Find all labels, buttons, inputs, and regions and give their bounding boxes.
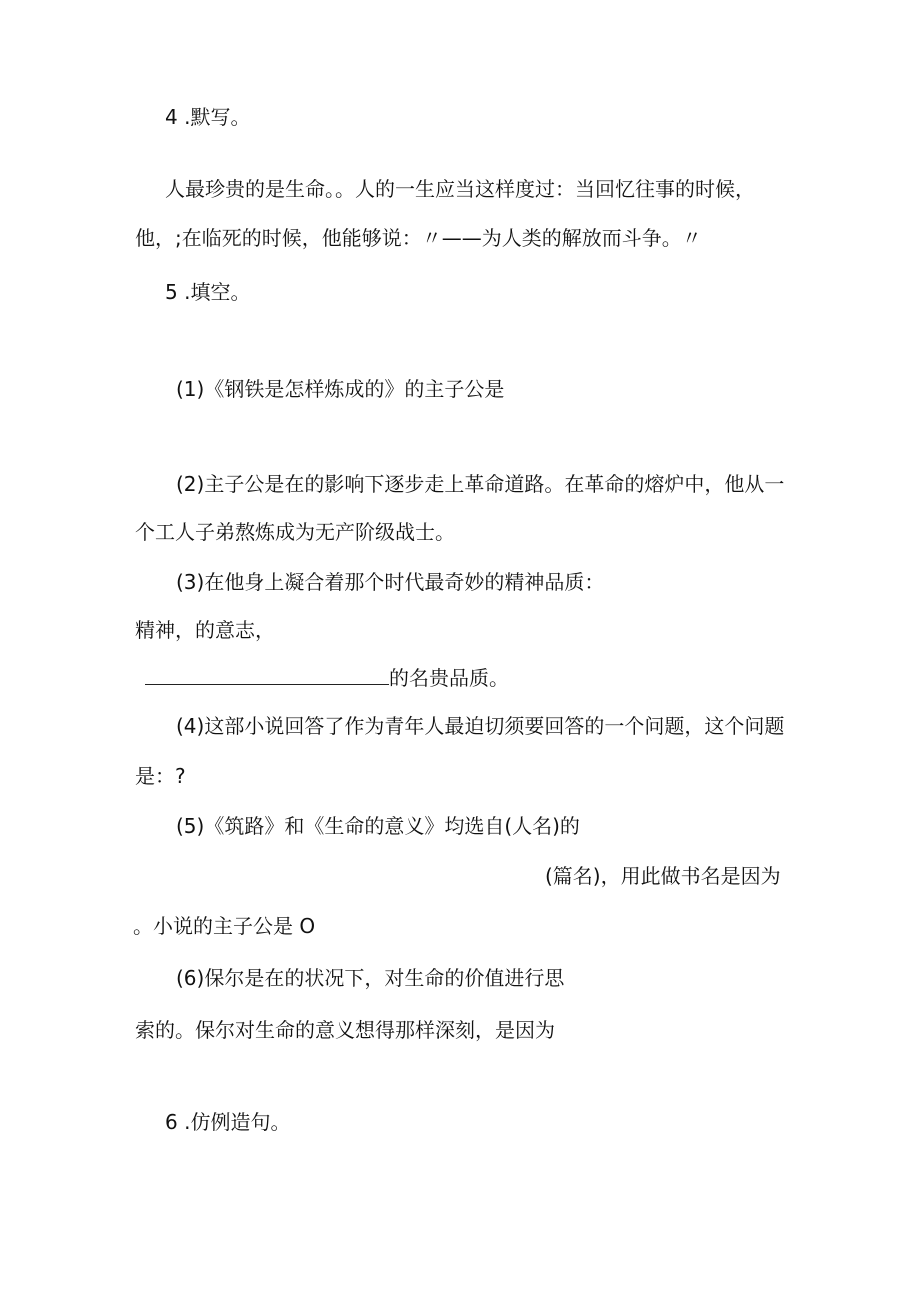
question-4-text-line-1: 人最珍贵的是生命。。人的一生应当这样度过：当回忆往事的时候，	[165, 177, 755, 201]
question-5-item-2-line-1: (2)主子公是在的影响下逐步走上革命道路。在革命的熔炉中，他从一	[176, 472, 785, 496]
question-5-item-5-line-2: (篇名)，用此做书名是因为	[545, 864, 781, 888]
question-5-item-5-line-1: (5)《筑路》和《生命的意义》均选自(人名)的	[176, 814, 580, 838]
question-5-item-1: (1)《钢铁是怎样炼成的》的主子公是	[176, 377, 505, 401]
question-5-item-2-line-2: 个工人子弟熬炼成为无产阶级战士。	[135, 520, 455, 544]
question-5-item-6-line-2: 索的。保尔对生命的意义想得那样深刻，是因为	[135, 1018, 555, 1042]
answer-blank-line[interactable]	[145, 666, 389, 685]
question-4-text-line-2: 他，;在临死的时候，他能够说：〃——为人类的解放而斗争。〃	[135, 226, 702, 250]
question-5-item-3-line-1: (3)在他身上凝合着那个时代最奇妙的精神品质：	[176, 570, 605, 594]
question-5-item-3-line-3	[145, 664, 509, 692]
question-5-item-4-line-1: (4)这部小说回答了作为青年人最迫切须要回答的一个问题，这个问题	[176, 714, 785, 738]
question-5-item-3-line-2: 精神，的意志，	[135, 618, 275, 642]
question-5-item-4-line-2: 是：?	[135, 764, 186, 788]
question-5-item-3-suffix: 的名贵品质。	[389, 666, 509, 690]
question-4-heading: 4 .默写。	[165, 105, 251, 129]
question-5-heading: 5 .填空。	[165, 280, 251, 304]
question-5-item-6-line-1: (6)保尔是在的状况下，对生命的价值进行思	[176, 966, 565, 990]
question-6-heading: 6 .仿例造句。	[165, 1110, 291, 1134]
question-5-item-5-line-3: 。小说的主子公是 O	[133, 914, 316, 938]
